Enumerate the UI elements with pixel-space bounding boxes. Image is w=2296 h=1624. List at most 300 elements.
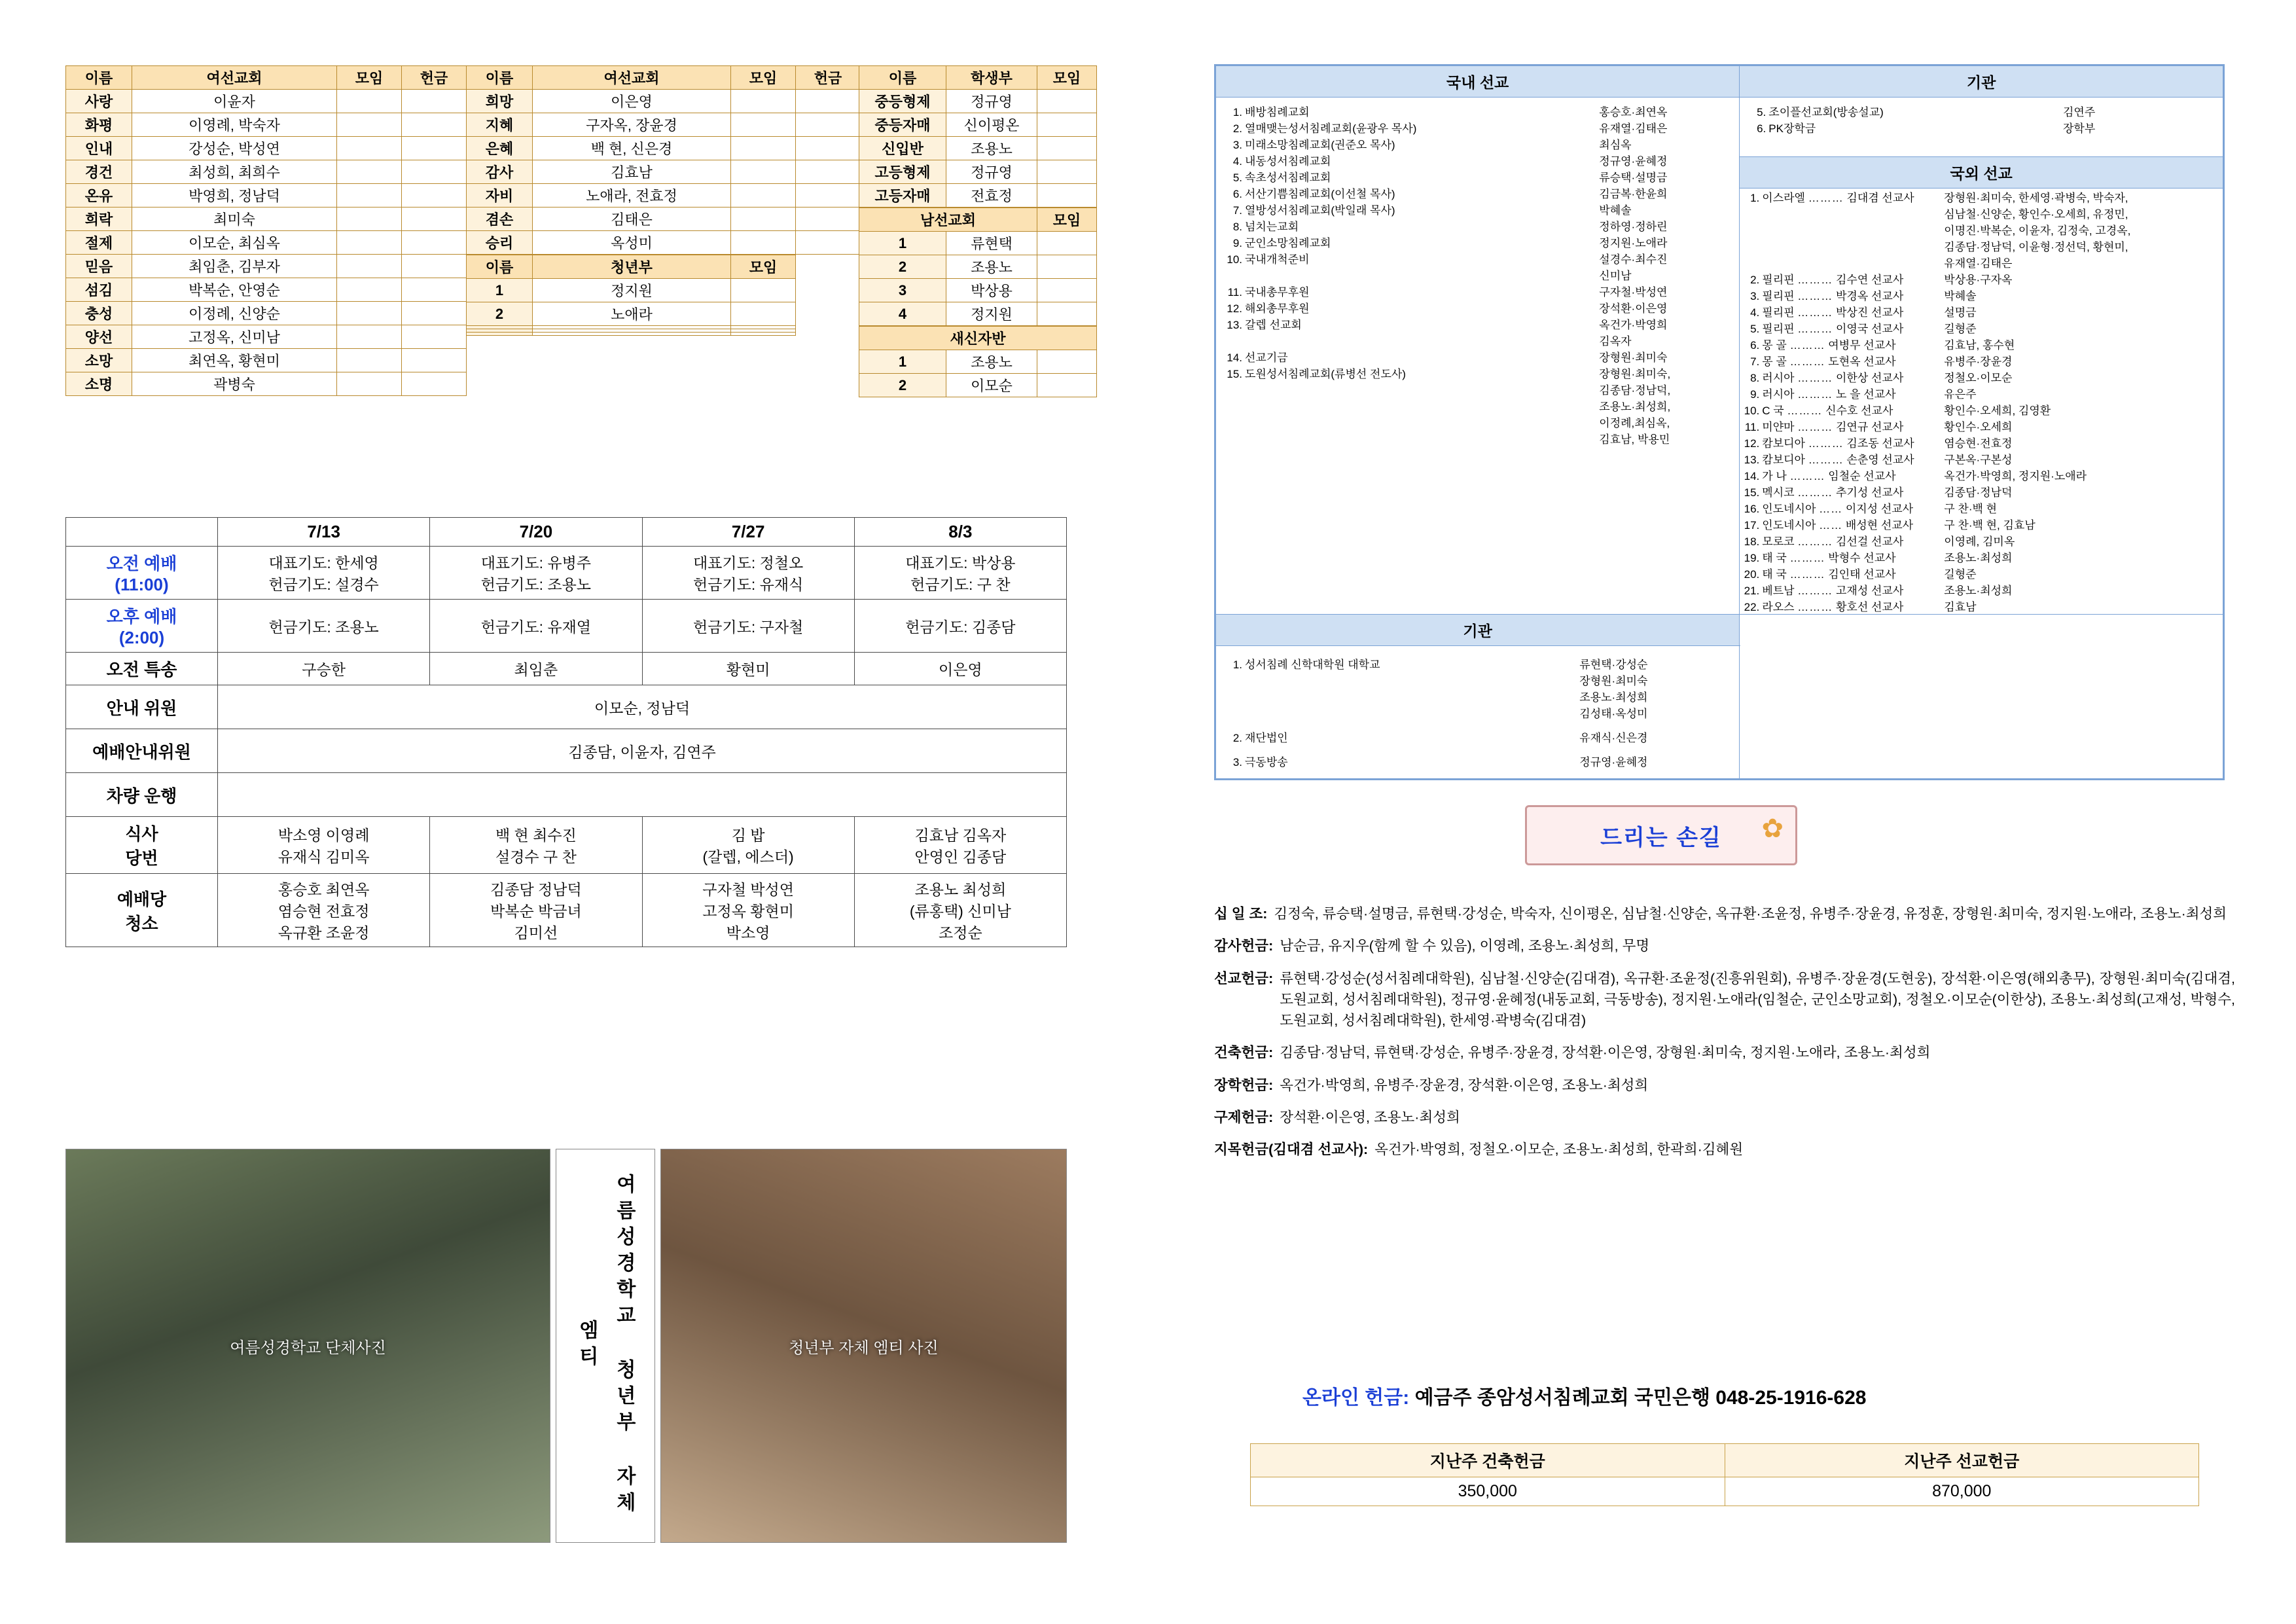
row-value: 최성희, 최희수	[132, 160, 337, 184]
mission-item-supporter: 박혜솔	[1599, 204, 1632, 217]
mission-row	[1223, 316, 1732, 332]
row-value: 정지원	[533, 279, 731, 302]
institution-item-supporter: 유재식·신은경	[1579, 732, 1648, 744]
overseas-supporter: 길형준	[1944, 323, 1977, 335]
institution-bottom-inner	[1223, 651, 1732, 773]
institution-bottom-row-item	[1223, 651, 1732, 725]
mission-row	[1223, 430, 1732, 446]
domestic-mission-cell	[1216, 98, 1740, 615]
overseas-row-item	[1740, 499, 2223, 516]
row-value	[337, 349, 402, 372]
photo-youth-mt	[660, 1149, 1067, 1543]
overseas-row-item	[1740, 385, 2223, 401]
overseas-country: 5. 필리핀 ……… 이영국 선교사	[1750, 323, 1904, 335]
row-label: 4	[859, 302, 946, 326]
mission-item-supporter: 홍승호·최연옥	[1599, 106, 1668, 118]
mission-item-supporter: 장형원·최미숙	[1599, 352, 1668, 364]
row-label: 충성	[66, 302, 132, 325]
schedule-date-3: 8/3	[854, 518, 1066, 547]
table-row	[467, 231, 861, 255]
worship-schedule-table	[65, 517, 1067, 947]
row-value	[796, 137, 861, 160]
institution-item-supporter: 장학부	[2063, 122, 2096, 135]
col-group: 여선교회	[533, 66, 731, 90]
table-row	[66, 349, 467, 372]
row-label: 1	[859, 232, 946, 255]
schedule-row	[66, 773, 1067, 817]
mission-row	[1223, 168, 1732, 185]
overseas-supporter: 염승현·전효정	[1944, 437, 2013, 450]
mission-item-name: 11. 국내총무후원	[1227, 286, 1310, 298]
row-value	[796, 184, 861, 208]
mission-row	[1223, 299, 1732, 316]
mission-item-name: 1. 배방침례교회	[1232, 106, 1310, 118]
row-label: 중등형제	[859, 90, 946, 113]
row-value: 이은영	[533, 90, 731, 113]
mission-table	[1215, 65, 2223, 779]
schedule-row	[66, 729, 1067, 773]
institution-item-name: 5. 조이플선교회(방송설교)	[1757, 106, 1884, 118]
mission-item-supporter: 설경수·최수진	[1599, 253, 1668, 266]
row-value	[402, 302, 467, 325]
mission-row	[1223, 348, 1732, 365]
col-offering: 헌금	[796, 66, 861, 90]
row-label: 1	[859, 350, 946, 374]
mission-item-name	[1223, 266, 1596, 283]
overseas-supporter: 길형준	[1944, 568, 1977, 581]
row-value: 노애라	[533, 302, 731, 326]
photo-vertical-title	[556, 1149, 655, 1543]
row-label: 고등자매	[859, 184, 946, 208]
overseas-country: 12. 캄보디아 ……… 김조동 선교사	[1744, 437, 1914, 450]
institution-item-name: 1. 성서침례 신학대학원 대학교	[1232, 659, 1380, 671]
offering-names: 장석환·이은영, 조용노·최성희	[1280, 1109, 1460, 1125]
col-meeting: 모임	[731, 66, 796, 90]
mission-item-supporter: 정지원·노애라	[1599, 237, 1668, 249]
schedule-merged-cell: 김종담, 이윤자, 김연주	[218, 729, 1067, 773]
schedule-row-label: 식사 당번	[66, 817, 218, 874]
overseas-supporter: 구 찬·백 현	[1944, 503, 1998, 515]
mission-row	[1223, 250, 1732, 266]
women-mission-table-1	[65, 65, 467, 396]
overseas-row-item	[1740, 319, 2223, 336]
row-value	[1037, 160, 1097, 184]
offering-names: 김정숙, 류승택·설명금, 류현택·강성순, 박숙자, 신이평온, 심남철·신양순, 옥규환·조윤정, 유병주·장윤경, 유정훈, 장형원·최미숙, 정지원·노애라, 조용노·최성희	[1274, 906, 2227, 922]
row-label: 신입반	[859, 137, 946, 160]
col-men: 남선교회	[859, 208, 1037, 232]
mission-row	[1223, 152, 1732, 168]
overseas-supporter: 구 찬·백 현, 김효남	[1944, 519, 2036, 532]
schedule-cell: 대표기도: 한세영 헌금기도: 설경수	[218, 547, 430, 600]
schedule-row-label: 오전 예배 (11:00)	[66, 547, 218, 600]
photo-left-caption: 여름성경학교 단체사진	[230, 1339, 386, 1357]
row-value	[1037, 255, 1097, 279]
offering-banner-title: 드리는 손길	[1600, 825, 1722, 850]
row-label: 은혜	[467, 137, 533, 160]
mission-row	[1223, 119, 1732, 135]
overseas-row-item	[1740, 565, 2223, 581]
overseas-country: 13. 캄보디아 ……… 손춘영 선교사	[1744, 454, 1914, 466]
schedule-header-row	[66, 518, 1067, 547]
offering-names: 옥건가·박영희, 정철오·이모순, 조용노·최성희, 한곽희·김혜원	[1374, 1142, 1744, 1157]
overseas-row-item	[1740, 516, 2223, 532]
schedule-cell: 구자철 박성연 고정옥 황현미 박소영	[642, 874, 854, 947]
col-name: 이름	[467, 255, 533, 279]
row-value	[402, 349, 467, 372]
offering-row	[1214, 1075, 2235, 1096]
schedule-cell: 조용노 최성희 (류홍택) 신미남 조정순	[854, 874, 1066, 947]
row-value	[402, 278, 467, 302]
row-value: 박상용	[946, 279, 1037, 302]
col-meeting: 모임	[1037, 66, 1097, 90]
row-value	[796, 231, 861, 255]
row-value	[337, 208, 402, 231]
overseas-country: 2. 필리핀 ……… 김수연 선교사	[1750, 274, 1904, 286]
mission-row	[1223, 332, 1732, 348]
mission-box	[1214, 64, 2225, 780]
institution-row	[1746, 119, 2216, 135]
row-label: 경건	[66, 160, 132, 184]
table-header-row	[467, 255, 861, 279]
overseas-country: 19. 태 국 ……… 박형수 선교사	[1744, 552, 1896, 564]
offering-label: 선교헌금:	[1214, 970, 1274, 986]
row-value: 정지원	[946, 302, 1037, 326]
mission-item-name	[1223, 381, 1596, 397]
institution-item-name: 2. 재단법인	[1232, 732, 1288, 744]
schedule-row	[66, 547, 1067, 600]
overseas-country: 18. 모로코 ……… 김선걸 선교사	[1744, 535, 1904, 548]
row-value	[402, 113, 467, 137]
mission-item-name: 2. 열매맺는성서침례교회(윤광우 목사)	[1232, 122, 1417, 135]
offering-row	[1214, 1139, 2235, 1160]
photo-right-caption: 청년부 자체 엠티 사진	[789, 1339, 939, 1357]
offering-label: 지목헌금(김대겸 선교사):	[1214, 1142, 1369, 1157]
offering-list	[1214, 903, 2235, 1171]
row-value: 이모순, 최심옥	[132, 231, 337, 255]
row-label: 소명	[66, 372, 132, 396]
overseas-supporter: 조용노·최성희	[1944, 585, 2013, 597]
last-week-mission-value: 870,000	[1725, 1477, 2199, 1506]
mission-row	[1223, 201, 1732, 217]
row-value	[1037, 113, 1097, 137]
overseas-supporter: 황인수·오세희	[1944, 421, 2013, 433]
mission-item-supporter: 신미남	[1599, 270, 1632, 282]
mission-body-row	[1216, 98, 2223, 157]
row-value: 이정례, 신양순	[132, 302, 337, 325]
overseas-row-item	[1740, 581, 2223, 598]
overseas-country: 10. C 국 ……… 신수호 선교사	[1744, 405, 1893, 417]
overseas-country: 6. 몽 골 ……… 여병무 선교사	[1750, 339, 1896, 352]
table-row	[467, 113, 861, 137]
overseas-supporter: 황인수·오세희, 김영환	[1944, 405, 2051, 417]
col-offering: 헌금	[402, 66, 467, 90]
overseas-supporter: 설명금	[1944, 306, 1977, 319]
table-row	[66, 90, 467, 113]
row-value	[1037, 184, 1097, 208]
schedule-merged-cell	[218, 773, 1067, 817]
table-row	[467, 160, 861, 184]
offering-names: 남순금, 유지우(함께 할 수 있음), 이영례, 조용노·최성희, 무명	[1280, 938, 1650, 954]
row-value	[402, 137, 467, 160]
schedule-cell: 대표기도: 박상용 헌금기도: 구 찬	[854, 547, 1066, 600]
mission-item-supporter: 장석환·이은영	[1599, 302, 1668, 315]
mission-item-name	[1223, 430, 1596, 446]
table-row	[859, 255, 1097, 279]
institution-bottom-title: 기관	[1216, 615, 1740, 646]
row-value	[402, 184, 467, 208]
row-value	[731, 90, 796, 113]
offering-names: 류현택·강성순(성서침례대학원), 심남철·신양순(김대겸), 옥규환·조윤정(진흥위원회), 유병주·장윤경(도현웅), 장석환·이은영(해외총무), 장형원·최미숙(김대겸, 도원교회, 성서침례대학원), 정규영·윤혜정(내동교회, 극동방송), 정지원·노애라(임철순, 군인소망교회), 정철오·이모순(이한상), 조용노·최성희(고재성, 박형수, 도원교회, 성서침례대학원), 한세영·곽병숙(김대겸)	[1280, 970, 2235, 1028]
row-value: 조용노	[946, 350, 1037, 374]
row-value	[731, 137, 796, 160]
overseas-country: 14. 가 나 ……… 임철순 선교사	[1744, 470, 1896, 482]
mission-row	[1223, 283, 1732, 299]
overseas-supporter: 조용노·최성희	[1944, 552, 2013, 564]
youth-table	[466, 255, 861, 336]
table-row	[66, 231, 467, 255]
row-value: 백 현, 신은경	[533, 137, 731, 160]
offering-label: 구제헌금:	[1214, 1109, 1274, 1125]
overseas-country: 20. 태 국 ……… 김인태 선교사	[1744, 568, 1896, 581]
schedule-row-label: 안내 위원	[66, 685, 218, 729]
table-row	[467, 208, 861, 231]
photo-strip	[65, 1149, 1067, 1548]
women-mission-table-2-wrap	[466, 65, 861, 336]
row-value	[731, 279, 796, 302]
overseas-row-item	[1740, 467, 2223, 483]
mission-row	[1223, 414, 1732, 430]
last-week-header-row	[1251, 1444, 2199, 1477]
schedule-cell: 홍승호 최연옥 염승현 전효정 옥규환 조윤정	[218, 874, 430, 947]
offering-label: 십 일 조:	[1214, 906, 1268, 922]
row-value: 옥성미	[533, 231, 731, 255]
online-offering-value: 예금주 종암성서침례교회 국민은행 048-25-1916-628	[1414, 1387, 1867, 1409]
overseas-country: 7. 몽 골 ……… 도현옥 선교사	[1750, 355, 1896, 368]
overseas-country: 22. 라오스 ……… 황호선 선교사	[1744, 601, 1904, 613]
schedule-row-label: 오후 예배 (2:00)	[66, 600, 218, 653]
row-value	[402, 325, 467, 349]
schedule-cell: 구승한	[218, 653, 430, 685]
table-row	[66, 255, 467, 278]
schedule-row-label: 차량 운행	[66, 773, 218, 817]
row-value	[731, 160, 796, 184]
row-value: 강성순, 박성연	[132, 137, 337, 160]
mission-item-name: 14. 선교기금	[1227, 352, 1288, 364]
overseas-supporter: 김종담·정남덕	[1944, 486, 2013, 499]
row-value	[533, 333, 731, 336]
mission-item-name	[1223, 414, 1596, 430]
schedule-cell: 헌금기도: 유재열	[430, 600, 642, 653]
table-row	[859, 90, 1097, 113]
mission-item-supporter: 옥건가·박영희	[1599, 319, 1668, 331]
institution-row	[1746, 103, 2216, 119]
schedule-row	[66, 600, 1067, 653]
overseas-row-item	[1740, 369, 2223, 385]
row-value	[796, 113, 861, 137]
row-value	[337, 90, 402, 113]
schedule-row	[66, 685, 1067, 729]
table-row	[467, 279, 861, 302]
table-row	[66, 137, 467, 160]
mission-item-supporter: 유재열·김태은	[1599, 122, 1668, 135]
row-value: 신이평온	[946, 113, 1037, 137]
last-week-offering-table	[1250, 1443, 2199, 1506]
men-mission-table	[859, 208, 1097, 326]
vertical-title-text: 여름성경학교 청년부 자체 엠티	[575, 1174, 635, 1518]
schedule-cell: 헌금기도: 조용노	[218, 600, 430, 653]
mission-item-supporter: 정규영·윤혜정	[1599, 155, 1668, 168]
mission-item-supporter: 구자철·박성연	[1599, 286, 1668, 298]
overseas-row-item	[1740, 303, 2223, 319]
row-value	[337, 160, 402, 184]
institution-item-supporter: 김연주	[2063, 106, 2096, 118]
overseas-supporter: 김효남, 홍수현	[1944, 339, 2015, 352]
institution-top-cell	[1740, 98, 2223, 157]
overseas-row-item	[1740, 549, 2223, 565]
row-value	[337, 255, 402, 278]
mission-row	[1223, 185, 1732, 201]
row-value	[796, 160, 861, 184]
row-spacer	[796, 333, 861, 336]
row-label: 2	[859, 255, 946, 279]
overseas-supporter: 김효남	[1944, 601, 1977, 613]
schedule-cell: 황현미	[642, 653, 854, 685]
row-value	[337, 184, 402, 208]
schedule-row-label: 오전 특송	[66, 653, 218, 685]
mission-title-row	[1216, 66, 2223, 98]
row-value: 최미숙	[132, 208, 337, 231]
overseas-cell	[1740, 157, 2223, 615]
last-week-value-row	[1251, 1477, 2199, 1506]
institution-item-name: 3. 극동방송	[1232, 756, 1288, 768]
overseas-country: 15. 멕시코 ……… 추기성 선교사	[1744, 486, 1904, 499]
student-table-wrap	[859, 65, 1097, 397]
offering-label: 감사헌금:	[1214, 938, 1274, 954]
offering-names: 옥건가·박영희, 유병주·장윤경, 장석환·이은영, 조용노·최성희	[1280, 1077, 1649, 1093]
row-value: 최연옥, 황현미	[132, 349, 337, 372]
row-label: 희망	[467, 90, 533, 113]
table-row	[859, 279, 1097, 302]
overseas-country: 17. 인도네시아 …… 배성현 선교사	[1744, 519, 1914, 532]
institution-bottom-row	[1216, 615, 2223, 646]
row-label: 자비	[467, 184, 533, 208]
mission-item-name	[1223, 332, 1596, 348]
schedule-cell: 김 밥 (갈렙, 에스더)	[642, 817, 854, 874]
table-header-row	[859, 327, 1097, 350]
mission-row	[1223, 397, 1732, 414]
mission-item-name: 8. 넘치는교회	[1232, 221, 1299, 233]
table-row	[467, 184, 861, 208]
overseas-supporter: 박혜솔	[1944, 290, 1977, 302]
overseas-row-item	[1740, 418, 2223, 434]
overseas-row-item	[1740, 532, 2223, 549]
row-value	[1037, 232, 1097, 255]
table-row	[859, 232, 1097, 255]
overseas-country: 1. 이스라엘 ……… 김대겸 선교사	[1750, 192, 1914, 204]
table-row	[859, 137, 1097, 160]
row-value: 조용노	[946, 255, 1037, 279]
offering-row	[1214, 903, 2235, 924]
offering-row	[1214, 1107, 2235, 1128]
overseas-mission-inner	[1740, 189, 2223, 614]
table-header-row	[467, 66, 861, 90]
row-value: 정규영	[946, 160, 1037, 184]
mission-item-name: 7. 열방성서침례교회(박일래 목사)	[1232, 204, 1395, 217]
mission-item-name: 12. 해외총무후원	[1227, 302, 1310, 315]
mission-row	[1223, 381, 1732, 397]
row-value	[337, 137, 402, 160]
online-offering-label: 온라인 헌금:	[1302, 1387, 1410, 1409]
photo-summer-bible-school	[65, 1149, 550, 1543]
row-value	[731, 231, 796, 255]
table-row	[859, 184, 1097, 208]
overseas-supporter: 정철오·이모순	[1944, 372, 2013, 384]
col-name: 이름	[859, 66, 946, 90]
row-value: 김태은	[533, 208, 731, 231]
mission-row	[1223, 234, 1732, 250]
mission-item-supporter: 최심옥	[1599, 139, 1632, 151]
last-week-building-value: 350,000	[1251, 1477, 1725, 1506]
institution-item-supporter: 류현택·강성순 장형원·최미숙 조용노·최성희 김성태·옥성미	[1579, 659, 1648, 720]
col-student: 학생부	[946, 66, 1037, 90]
row-label: 화평	[66, 113, 132, 137]
col-meeting: 모임	[337, 66, 402, 90]
table-row	[467, 333, 861, 336]
row-value: 정규영	[946, 90, 1037, 113]
institution-bottom-cell	[1216, 646, 1740, 779]
schedule-row	[66, 817, 1067, 874]
overseas-row-item	[1740, 598, 2223, 614]
schedule-cell: 박소영 이영례 유재식 김미옥	[218, 817, 430, 874]
table-row	[66, 113, 467, 137]
mission-item-name: 3. 미래소망침례교회(권준오 목사)	[1232, 139, 1395, 151]
row-value: 김효남	[533, 160, 731, 184]
overseas-row-item	[1740, 287, 2223, 303]
table-row	[859, 302, 1097, 326]
col-meeting: 모임	[731, 255, 796, 279]
table-row	[66, 160, 467, 184]
row-value	[337, 278, 402, 302]
women-mission-table-2	[466, 65, 861, 255]
table-row	[66, 278, 467, 302]
row-value	[1037, 279, 1097, 302]
row-value	[337, 372, 402, 396]
col-meeting: 모임	[1037, 208, 1097, 232]
row-label	[467, 333, 533, 336]
mission-item-name: 15. 도원성서침례교회(류병선 전도사)	[1227, 368, 1406, 380]
row-value: 조용노	[946, 137, 1037, 160]
row-label: 섬김	[66, 278, 132, 302]
table-row	[859, 113, 1097, 137]
row-value	[731, 333, 796, 336]
online-offering	[1302, 1381, 1866, 1410]
mission-item-supporter: 조용노·최성희,	[1599, 401, 1671, 413]
table-row	[66, 184, 467, 208]
row-label: 온유	[66, 184, 132, 208]
row-label: 절제	[66, 231, 132, 255]
overseas-country: 4. 필리핀 ……… 박상진 선교사	[1750, 306, 1904, 319]
row-value	[337, 113, 402, 137]
row-spacer	[796, 302, 861, 326]
institution-item-name: 6. PK장학금	[1757, 122, 1816, 135]
row-value	[731, 208, 796, 231]
row-label: 승리	[467, 231, 533, 255]
institution-item-supporter: 정규영·윤혜정	[1579, 756, 1648, 768]
schedule-cell: 백 현 최수진 설경수 구 찬	[430, 817, 642, 874]
overseas-row-item	[1740, 401, 2223, 418]
institution-top-inner	[1746, 103, 2216, 135]
table-row	[467, 90, 861, 113]
